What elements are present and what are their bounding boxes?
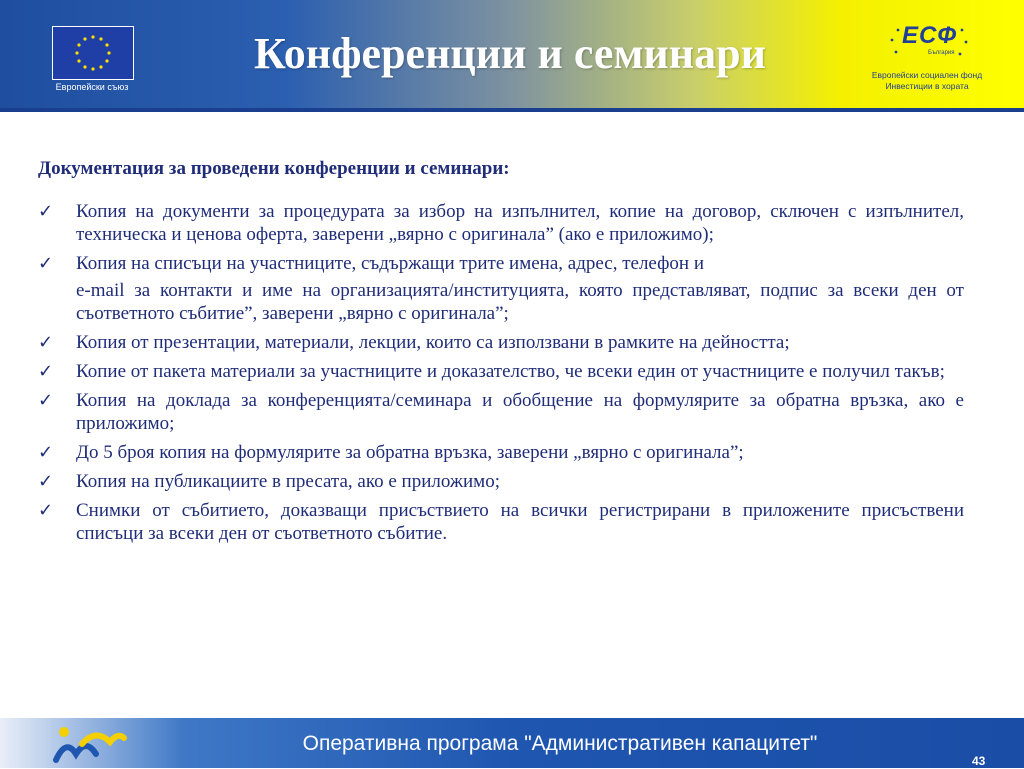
list-item bbox=[38, 252, 964, 275]
eu-logo bbox=[38, 26, 150, 96]
esf-line-2: Инвестиции в хората bbox=[885, 81, 969, 91]
list-item-text: До 5 броя копия на формулярите за обратна връзка, заверени „вярно с оригинала”; bbox=[76, 442, 744, 463]
header-divider bbox=[0, 108, 1024, 112]
list-item-text: Копия от презентации, материали, лекции, които са използвани в рамките на дейността; bbox=[76, 332, 790, 353]
page-title: Конференции и семинари bbox=[254, 29, 766, 78]
checklist bbox=[38, 200, 964, 545]
list-item bbox=[38, 389, 964, 435]
checkmark-icon: ✓ bbox=[38, 253, 54, 274]
program-logo-icon bbox=[52, 724, 132, 768]
page-number: 43 bbox=[972, 754, 986, 768]
eu-caption: Европейски съюз bbox=[55, 82, 129, 92]
footer-banner bbox=[0, 718, 1024, 768]
checkmark-icon: ✓ bbox=[38, 332, 54, 353]
checkmark-icon: ✓ bbox=[38, 390, 54, 411]
header-banner bbox=[0, 0, 1024, 112]
list-item bbox=[38, 360, 964, 383]
list-item-continuation bbox=[38, 279, 964, 325]
list-item-text: Копия на доклада за конференцията/семинара и обобщение на формулярите за обратна връзка, ако е приложимо; bbox=[76, 390, 964, 434]
list-item-text: e-mail за контакти и име на организацията/институцията, която представляват, подпис за всеки ден от съответното събитие”, заверени „вярно с оригинала”; bbox=[76, 280, 964, 324]
checkmark-icon: ✓ bbox=[38, 471, 54, 492]
list-item bbox=[38, 499, 964, 545]
checkmark-icon: ✓ bbox=[38, 500, 54, 521]
esf-country: България bbox=[928, 50, 955, 56]
section-heading: Документация за проведени конференции и семинари: bbox=[38, 158, 510, 179]
checkmark-icon: ✓ bbox=[38, 201, 54, 222]
list-item bbox=[38, 200, 964, 246]
list-item-text: Копия на документи за процедурата за избор на изпълнител, копие на договор, сключен с изпълнител, техническа и ценова оферта, заверени „вярно с оригинала” (ако е приложимо); bbox=[76, 201, 964, 245]
esf-logo bbox=[862, 22, 992, 96]
list-item-text: Снимки от събитието, доказващи присъствието на всички регистрирани в приложените присъствени списъци за всеки ден от съответното събитие. bbox=[76, 500, 964, 544]
esf-subtitle bbox=[862, 70, 992, 92]
list-item-text: Копия на списъци на участниците, съдържащи трите имена, адрес, телефон и bbox=[76, 253, 704, 274]
checkmark-icon: ✓ bbox=[38, 361, 54, 382]
program-name: Оперативна програма "Административен капацитет" bbox=[302, 732, 818, 755]
eu-flag-icon bbox=[52, 26, 134, 80]
checkmark-icon: ✓ bbox=[38, 442, 54, 463]
list-item bbox=[38, 441, 964, 464]
list-item bbox=[38, 331, 964, 354]
esf-mark: ЕСФ bbox=[902, 22, 958, 49]
esf-line-1: Европейски социален фонд bbox=[871, 70, 983, 80]
list-item-text: Копие от пакета материали за участниците и доказателство, че всеки един от участниците е получил такъв; bbox=[76, 361, 945, 382]
slide-content bbox=[38, 158, 964, 551]
list-item-text: Копия на публикациите в пресата, ако е приложимо; bbox=[76, 471, 500, 492]
list-item bbox=[38, 470, 964, 493]
